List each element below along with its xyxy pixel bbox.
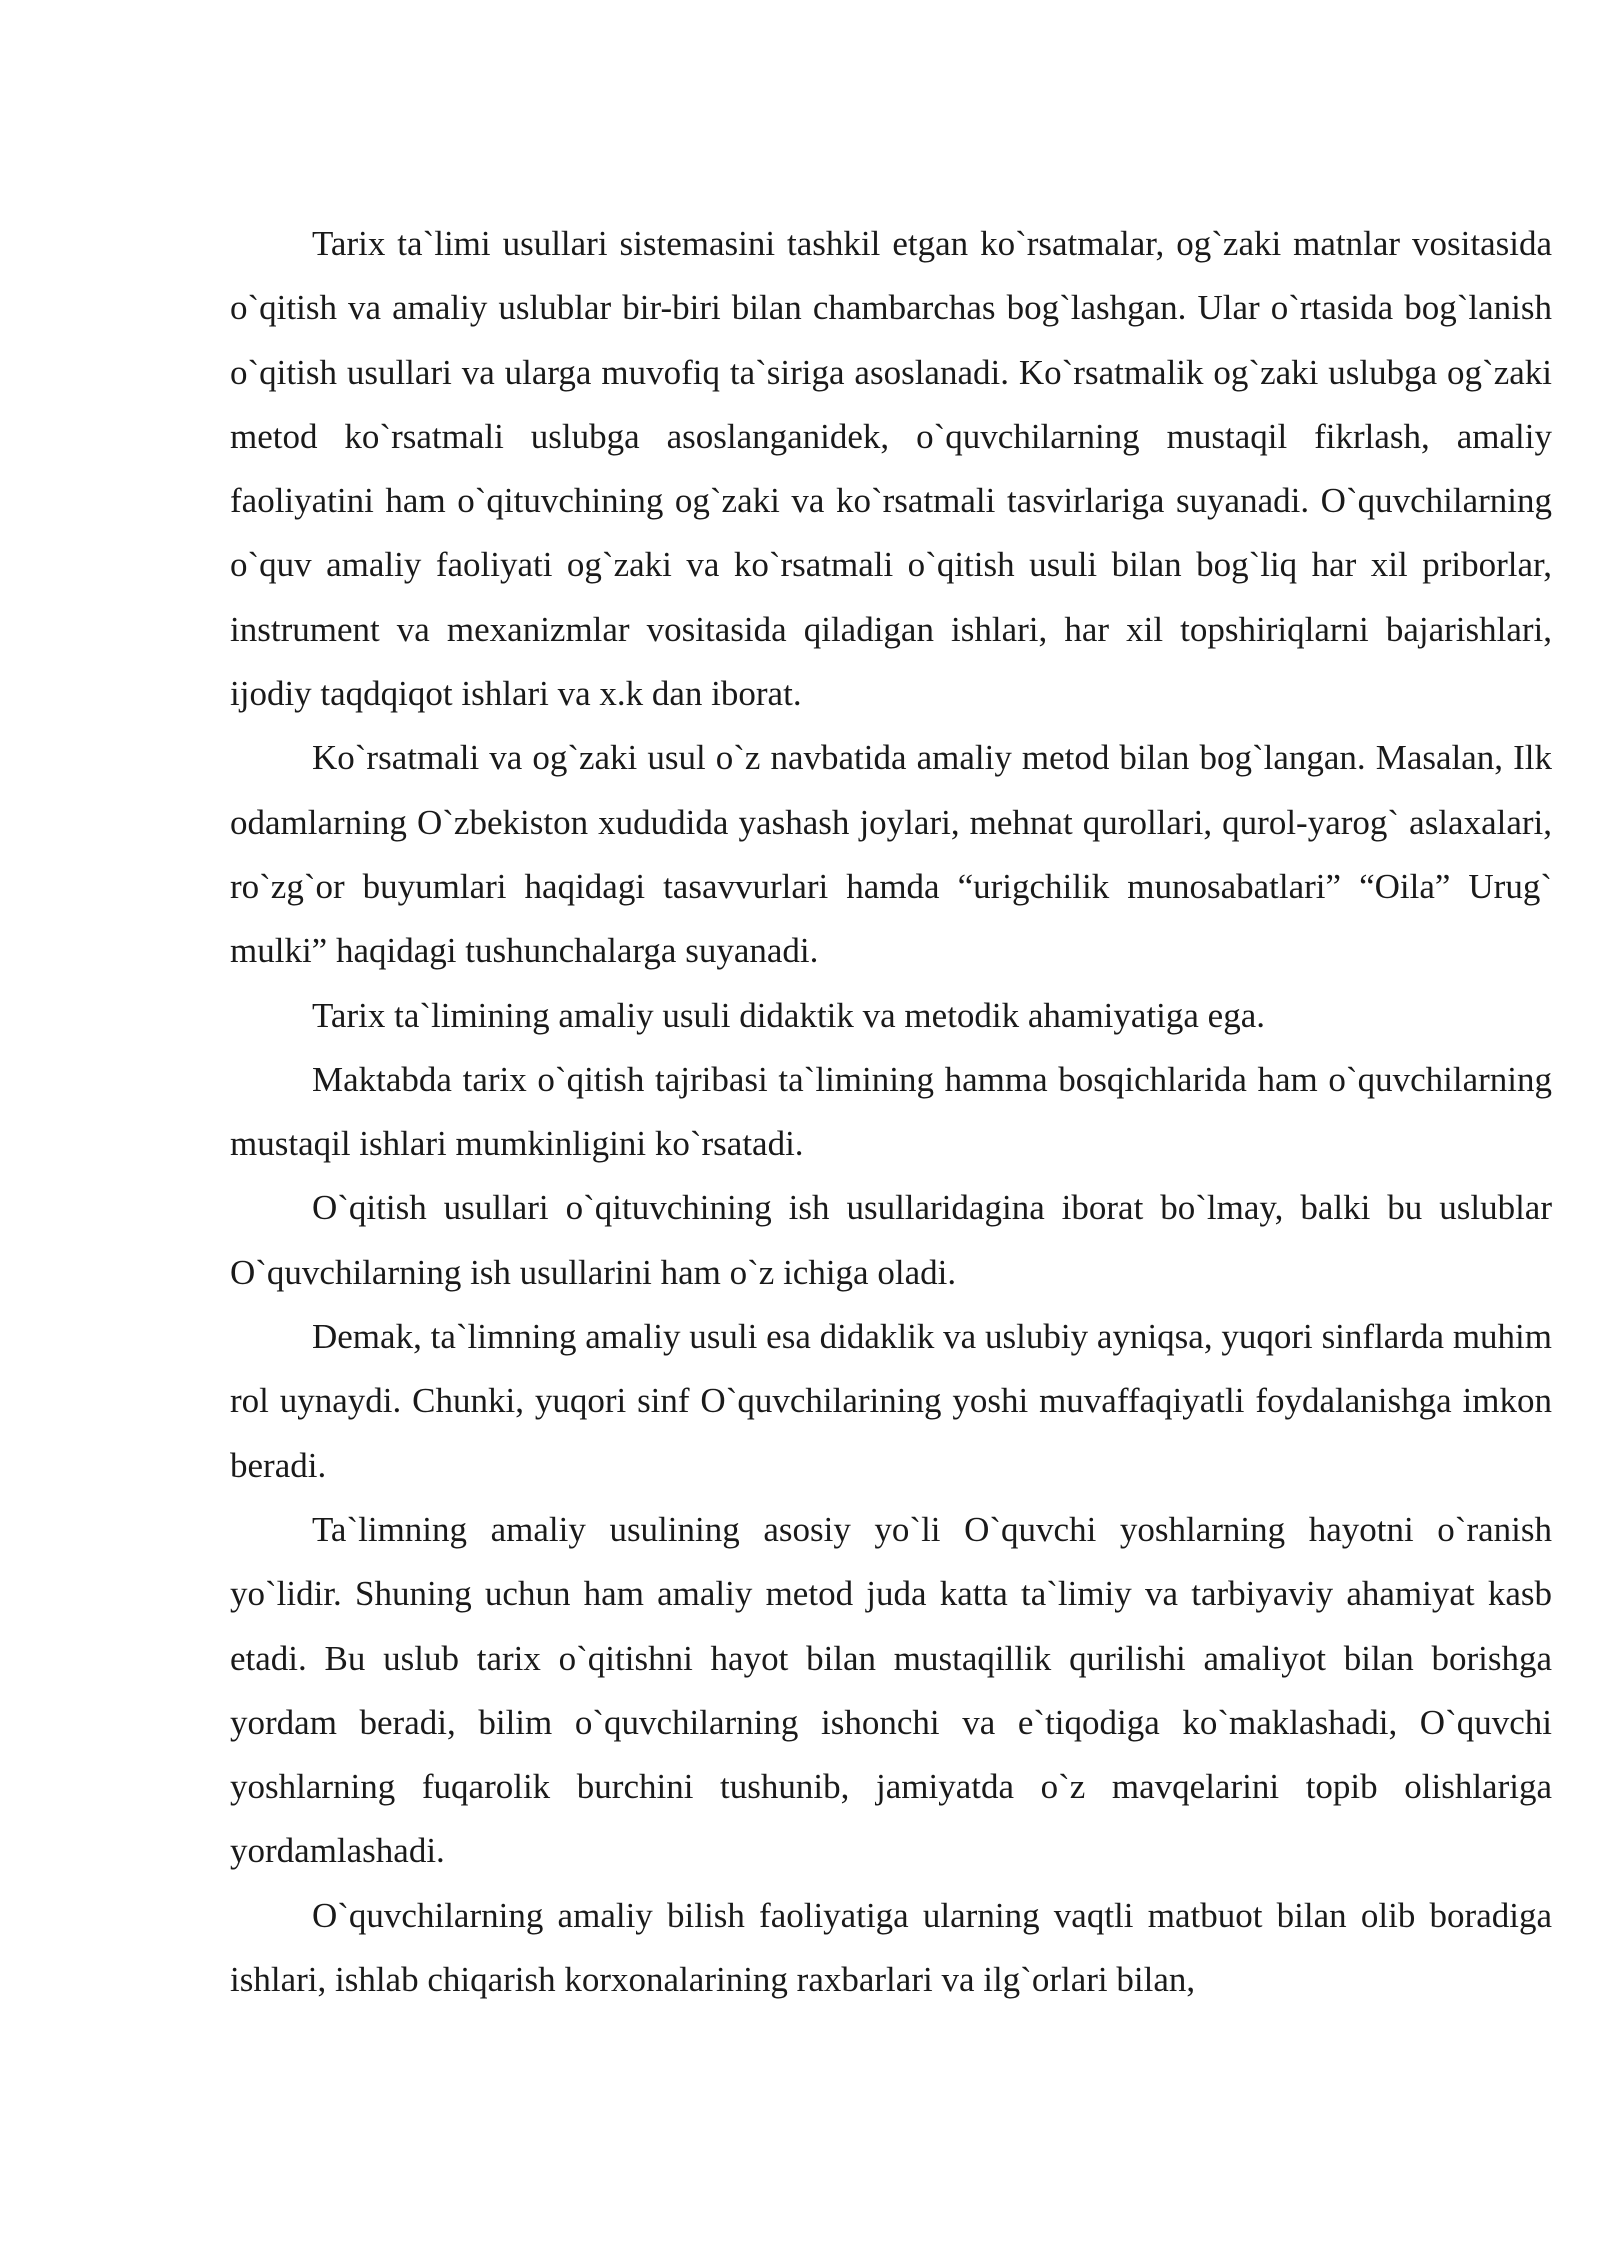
paragraph-6: Demak, ta`limning amaliy usuli esa didaklik va uslubiy ayniqsa, yuqori sinflarda muhim rol uynaydi. Chunki, yuqori sinf O`quvchilarining yoshi muvaffaqiyatli foydalanishga imkon beradi.: [230, 1317, 1552, 1485]
paragraph-4: Maktabda tarix o`qitish tajribasi ta`limining hamma bosqichlarida ham o`quvchilarning mustaqil ishlari mumkinligini ko`rsatadi.: [230, 1059, 1552, 1164]
paragraph-3: Tarix ta`limining amaliy usuli didaktik va metodik ahamiyatiga ega.: [312, 995, 1265, 1035]
document-body: [230, 212, 1552, 2012]
paragraph-2: Ko`rsatmali va og`zaki usul o`z navbatida amaliy metod bilan bog`langan. Masalan, Ilk odamlarning O`zbekiston xududida yashash joylari, mehnat qurollari, qurol-yarog` aslaxalari, ro`zg`or buyumlari haqidagi tasavvurlari hamda “urigchilik munosabatlari” “Oila” Urug` mulki” haqidagi tushunchalarga suyanadi.: [230, 738, 1552, 971]
paragraph-1: Tarix ta`limi usullari sistemasini tashkil etgan ko`rsatmalar, og`zaki matnlar vositasida o`qitish va amaliy uslublar bir-biri bilan chambarchas bog`lashgan. Ular o`rtasida bog`lanish o`qitish usullari va ularga muvofiq ta`siriga asoslanadi. Ko`rsatmalik og`zaki uslubga og`zaki metod ko`rsatmali uslubga asoslanganidek, o`quvchilarning mustaqil fikrlash, amaliy faoliyatini ham o`qituvchining og`zaki va ko`rsatmali tasvirlariga suyanadi. O`quvchilarning o`quv amaliy faoliyati og`zaki va ko`rsatmali o`qitish usuli bilan bog`liq har xil priborlar, instrument va mexanizmlar vositasida qiladigan ishlari, har xil topshiriqlarni bajarishlari, ijodiy taqdqiqot ishlari va x.k dan iborat.: [230, 224, 1552, 714]
paragraph-5: O`qitish usullari o`qituvchining ish usullaridagina iborat bo`lmay, balki bu uslublar O`quvchilarning ish usullarini ham o`z ichiga oladi.: [230, 1188, 1552, 1292]
paragraph-7: Ta`limning amaliy usulining asosiy yo`li O`quvchi yoshlarning hayotni o`ranish yo`lidir. Shuning uchun ham amaliy metod juda katta ta`limiy va tarbiyaviy ahamiyat kasb etadi. Bu uslub tarix o`qitishni hayot bilan mustaqillik qurilishi amaliyot bilan borishga yordam beradi, bilim o`quvchilarning ishonchi va e`tiqodiga ko`maklashadi, O`quvchi yoshlarning fuqarolik burchini tushunib, jamiyatda o`z mavqelarini topib olishlariga yordamlashadi.: [230, 1509, 1552, 1871]
paragraph-8: O`quvchilarning amaliy bilish faoliyatiga ularning vaqtli matbuot bilan olib boradiga ishlari, ishlab chiqarish korxonalarining raxbarlari va ilg`orlari bilan,: [230, 1895, 1552, 2000]
